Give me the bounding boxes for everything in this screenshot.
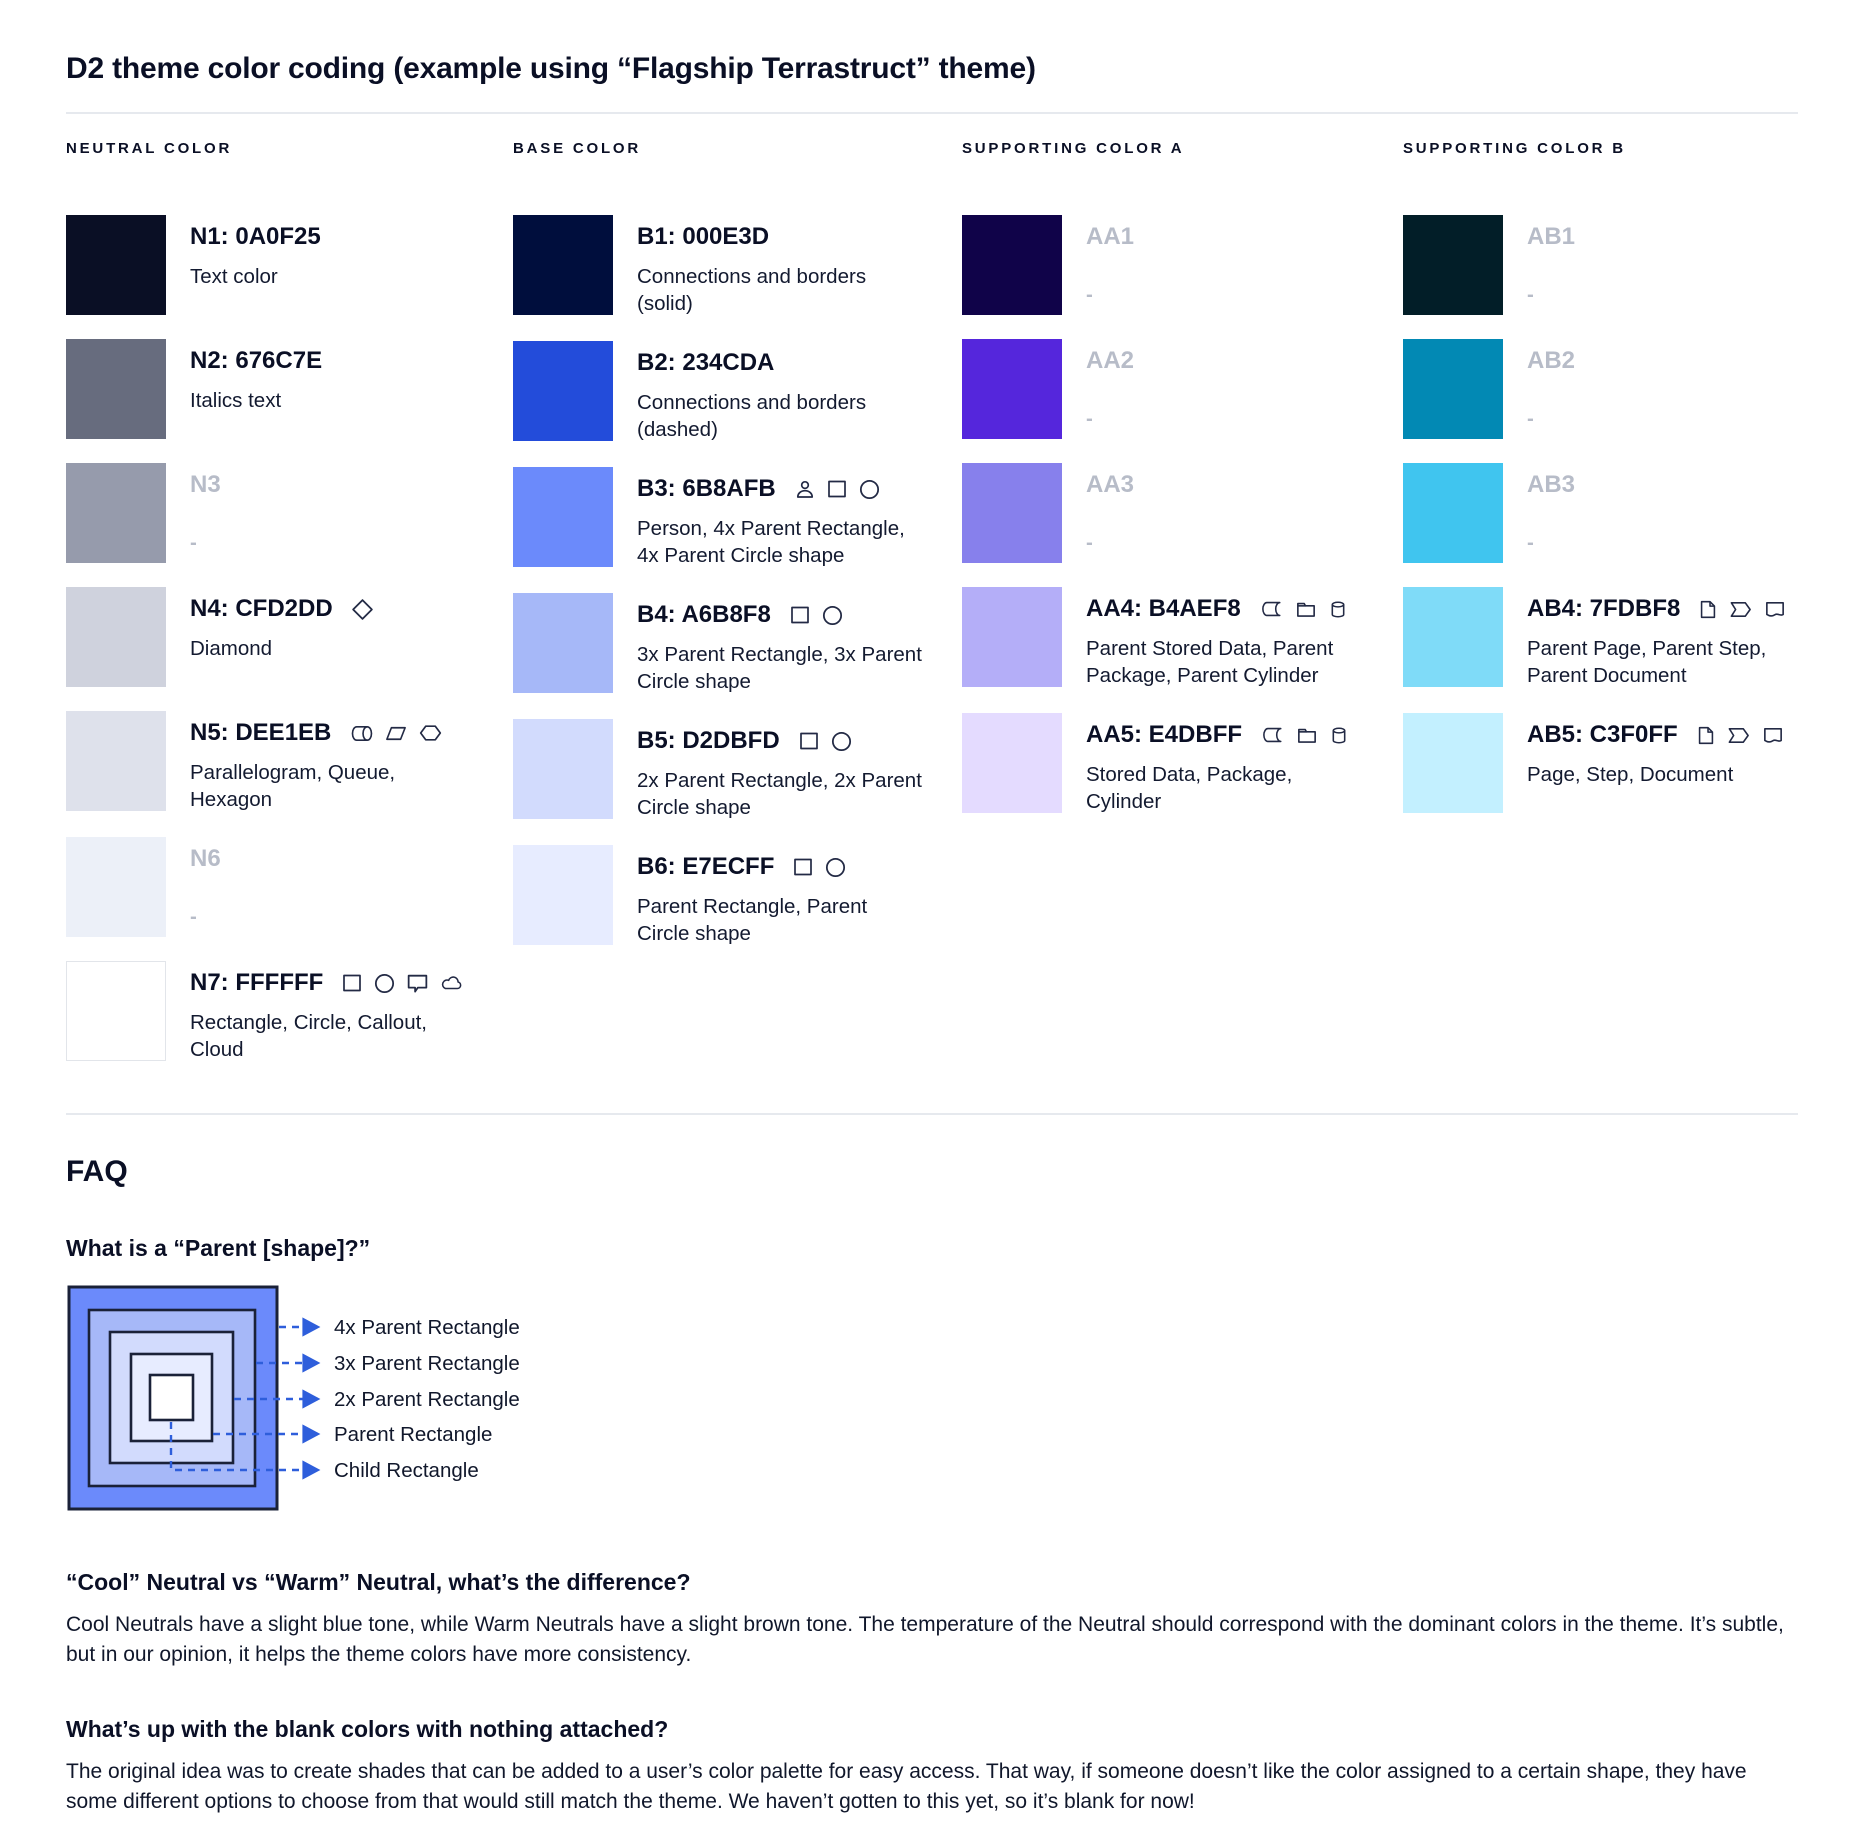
swatch-label: AB3 [1527, 471, 1576, 498]
swatch-description: - [1527, 531, 1534, 554]
parallelogram-icon [383, 722, 409, 745]
shape-icons [340, 971, 465, 996]
swatch-row [66, 339, 513, 439]
color-swatch [962, 713, 1062, 813]
swatch-description: - [190, 531, 197, 554]
swatch-description: Person, 4x Parent Rectangle, 4x Parent Circle shape [637, 517, 905, 567]
swatch-text [1527, 339, 1575, 439]
color-column [513, 140, 962, 971]
diagram-label: 3x Parent Rectangle [334, 1352, 520, 1375]
faq-question-blank-colors: What’s up with the blank colors with nothing attached? [66, 1716, 669, 1742]
diagram-label: Parent Rectangle [334, 1423, 493, 1446]
hexagon-icon [417, 721, 444, 745]
swatch-text [1527, 215, 1575, 315]
shape-icons [1259, 723, 1350, 748]
stored-data-icon [1259, 724, 1286, 746]
divider-top [66, 112, 1798, 114]
shape-icons [788, 603, 845, 628]
faq-answer-cool-vs-warm: Cool Neutrals have a slight blue tone, while Warm Neutrals have a slight brown tone. The temperature of the Neutral should correspond with the dominant colors in the theme. It’s subtle, but in our opinion, it helps the theme colors have more consistency. [66, 1613, 1784, 1666]
color-column [66, 140, 513, 1087]
swatch-description: Parent Rectangle, Parent Circle shape [637, 895, 868, 945]
swatch-description: Stored Data, Package, Cylinder [1086, 763, 1293, 813]
shape-icons [797, 729, 854, 754]
swatch-text [637, 341, 922, 443]
swatch-text [1086, 587, 1371, 689]
color-swatch [66, 961, 166, 1061]
parent-shape-diagram [66, 1284, 1798, 1523]
swatch-description: - [1086, 531, 1093, 554]
swatch-label: B4: A6B8F8 [637, 601, 771, 628]
shape-icons [1695, 723, 1786, 748]
swatch-label: B5: D2DBFD [637, 727, 780, 754]
rectangle-icon [791, 855, 815, 879]
color-swatch [513, 341, 613, 441]
swatch-label: B2: 234CDA [637, 349, 775, 376]
swatch-row [962, 215, 1403, 315]
swatch-text [1086, 215, 1134, 315]
rectangle-icon [788, 603, 812, 627]
swatch-label: N5: DEE1EB [190, 719, 332, 746]
color-swatch [66, 339, 166, 439]
color-swatch [962, 215, 1062, 315]
swatch-text [1086, 463, 1134, 563]
nested-rectangles-diagram [66, 1284, 536, 1518]
swatch-row [1403, 713, 1798, 813]
swatch-row [66, 215, 513, 315]
swatch-description: Diamond [190, 637, 273, 660]
document-icon [1760, 724, 1786, 747]
diagram-label: Child Rectangle [334, 1459, 479, 1482]
swatch-text [190, 587, 375, 687]
callout-icon [405, 971, 430, 996]
swatch-label: N4: CFD2DD [190, 595, 333, 622]
swatch-row [513, 719, 962, 821]
color-swatch [962, 463, 1062, 563]
color-swatch [66, 837, 166, 937]
swatch-description: 2x Parent Rectangle, 2x Parent Circle shape [637, 769, 922, 819]
diagram-label: 4x Parent Rectangle [334, 1316, 520, 1339]
circle-icon [372, 971, 397, 996]
swatch-text [190, 711, 475, 813]
swatch-row [962, 587, 1403, 689]
color-swatch [513, 593, 613, 693]
swatch-description: - [1086, 407, 1093, 430]
swatch-description: Page, Step, Document [1527, 763, 1734, 786]
rect-child [150, 1375, 193, 1420]
swatch-row [1403, 215, 1798, 315]
swatch-label: AA5: E4DBFF [1086, 721, 1243, 748]
package-icon [1293, 598, 1319, 621]
swatch-row [962, 339, 1403, 439]
color-swatch [513, 845, 613, 945]
swatch-label: N2: 676C7E [190, 347, 323, 374]
swatch-text [637, 719, 922, 821]
circle-icon [820, 603, 845, 628]
swatch-description: - [1527, 283, 1534, 306]
page-icon [1697, 597, 1719, 622]
swatch-description: 3x Parent Rectangle, 3x Parent Circle shape [637, 643, 922, 693]
swatch-row [513, 215, 962, 317]
swatch-description: Parent Stored Data, Parent Package, Parent Cylinder [1086, 637, 1334, 687]
person-icon [793, 477, 817, 502]
swatch-row [962, 463, 1403, 563]
color-swatch [1403, 587, 1503, 687]
shape-icons [791, 855, 848, 880]
swatch-label: B6: E7ECFF [637, 853, 775, 880]
swatch-row [513, 593, 962, 695]
rectangle-icon [797, 729, 821, 753]
color-swatch [66, 587, 166, 687]
swatch-description: Parallelogram, Queue, Hexagon [190, 761, 396, 811]
rectangle-icon [340, 971, 364, 995]
swatch-text [190, 215, 321, 315]
rectangle-icon [825, 477, 849, 501]
document-icon [1762, 598, 1788, 621]
swatch-label: N7: FFFFFF [190, 969, 324, 996]
swatch-text [1527, 587, 1798, 689]
color-swatch [962, 587, 1062, 687]
circle-icon [857, 477, 882, 502]
column-header: SUPPORTING COLOR A [962, 140, 1185, 157]
swatch-row [513, 341, 962, 443]
circle-icon [823, 855, 848, 880]
swatch-label: B1: 000E3D [637, 223, 770, 250]
cylinder-icon [1328, 723, 1350, 748]
swatch-text [1527, 713, 1786, 813]
swatch-text [1086, 713, 1371, 815]
color-swatch [1403, 463, 1503, 563]
swatch-text [190, 961, 475, 1063]
swatch-label: B3: 6B8AFB [637, 475, 776, 502]
swatch-text [637, 593, 922, 695]
shape-icons [1697, 597, 1788, 622]
swatch-row [66, 587, 513, 687]
swatch-label: N6 [190, 845, 221, 872]
swatch-text [1086, 339, 1134, 439]
cloud-icon [438, 972, 465, 994]
swatch-label: AA3 [1086, 471, 1135, 498]
swatch-row [66, 961, 513, 1063]
faq-question-cool-vs-warm: “Cool” Neutral vs “Warm” Neutral, what’s the difference? [66, 1569, 691, 1595]
swatch-row [66, 837, 513, 937]
color-swatch [513, 467, 613, 567]
color-grid [66, 140, 1798, 1087]
swatch-label: N3 [190, 471, 221, 498]
color-column [1403, 140, 1798, 837]
swatch-description: Italics text [190, 389, 282, 412]
shape-icons [350, 597, 375, 622]
swatch-description: Connections and borders (dashed) [637, 391, 867, 441]
step-icon [1727, 598, 1754, 621]
shape-icons [1258, 597, 1349, 622]
swatch-label: AB5: C3F0FF [1527, 721, 1678, 748]
shape-icons [348, 721, 444, 745]
swatch-row [1403, 463, 1798, 563]
swatch-label: AA2 [1086, 347, 1135, 374]
swatch-description: Text color [190, 265, 278, 288]
swatch-label: AA4: B4AEF8 [1086, 595, 1241, 622]
swatch-label: AB1 [1527, 223, 1576, 250]
swatch-description: - [1527, 407, 1534, 430]
swatch-description: Parent Page, Parent Step, Parent Document [1527, 637, 1767, 687]
swatch-row [1403, 587, 1798, 689]
package-icon [1294, 724, 1320, 747]
swatch-description: Rectangle, Circle, Callout, Cloud [190, 1011, 427, 1061]
swatch-text [190, 339, 322, 439]
color-swatch [1403, 339, 1503, 439]
swatch-text [637, 215, 922, 317]
queue-icon [348, 722, 375, 745]
swatch-text [190, 837, 221, 937]
color-swatch [1403, 215, 1503, 315]
color-swatch [513, 215, 613, 315]
swatch-label: AB4: 7FDBF8 [1527, 595, 1681, 622]
swatch-row [513, 845, 962, 947]
divider-bottom [66, 1113, 1798, 1115]
swatch-row [513, 467, 962, 569]
swatch-label: N1: 0A0F25 [190, 223, 321, 250]
diagram-label: 2x Parent Rectangle [334, 1388, 520, 1411]
swatch-row [962, 713, 1403, 815]
page-icon [1695, 723, 1717, 748]
color-swatch [513, 719, 613, 819]
swatch-text [1527, 463, 1575, 563]
faq-heading: FAQ [66, 1155, 128, 1188]
color-swatch [1403, 713, 1503, 813]
swatch-row [1403, 339, 1798, 439]
color-column [962, 140, 1403, 839]
step-icon [1725, 724, 1752, 747]
swatch-text [637, 845, 922, 947]
swatch-text [190, 463, 221, 563]
swatch-label: AA1 [1086, 223, 1135, 250]
column-header: BASE COLOR [513, 140, 642, 157]
faq-question-parent-shape: What is a “Parent [shape]?” [66, 1235, 371, 1261]
column-header: SUPPORTING COLOR B [1403, 140, 1626, 157]
swatch-row [66, 711, 513, 813]
swatch-text [637, 467, 922, 569]
color-swatch [962, 339, 1062, 439]
column-header: NEUTRAL COLOR [66, 140, 233, 157]
page-title: D2 theme color coding (example using “Flagship Terrastruct” theme) [66, 52, 1036, 85]
swatch-label: AB2 [1527, 347, 1576, 374]
diamond-icon [350, 597, 375, 622]
swatch-row [66, 463, 513, 563]
cylinder-icon [1327, 597, 1349, 622]
circle-icon [829, 729, 854, 754]
swatch-description: Connections and borders (solid) [637, 265, 867, 315]
color-swatch [66, 463, 166, 563]
shape-icons [793, 477, 882, 502]
swatch-description: - [190, 905, 197, 928]
color-swatch [66, 711, 166, 811]
stored-data-icon [1258, 598, 1285, 620]
color-swatch [66, 215, 166, 315]
faq-answer-blank-colors: The original idea was to create shades that can be added to a user’s color palette for easy access. That way, if someone doesn’t like the color assigned to a certain shape, they have some different options to choose from that would still match the theme. We haven’t gotten to this yet, so it’s blank for now! [66, 1760, 1747, 1813]
swatch-description: - [1086, 283, 1093, 306]
